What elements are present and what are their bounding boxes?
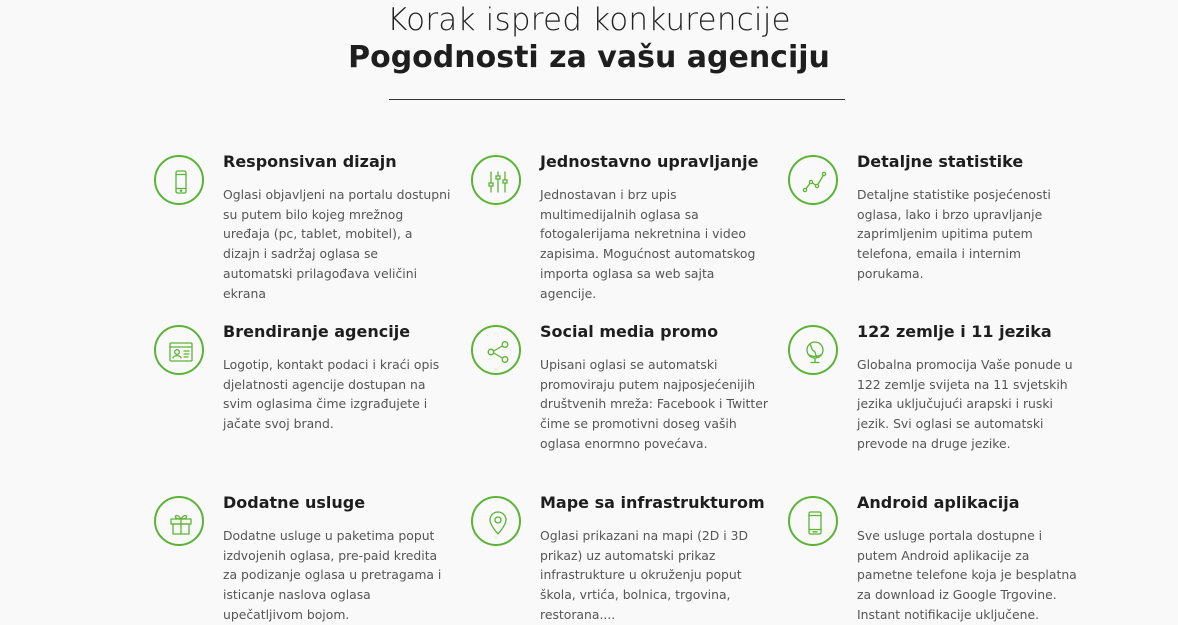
feature-description: Upisani oglasi se automatski promoviraju putem najposjećenijih društvenih mreža: Facebook i Twitter čime se promotivni doseg vaših oglasa enormno povećava.: [540, 357, 768, 451]
feature-description: Sve usluge portala dostupne i putem Android aplikacije za pametne telefone koja je besplatna za download iz Google Trgovine. Instant notifikacije uključene.: [857, 528, 1077, 622]
sliders-icon: [471, 155, 521, 205]
header-divider: [389, 99, 845, 100]
feature-title: Social media promo: [540, 322, 719, 341]
feature-description: Dodatne usluge u paketima poput izdvojenih oglasa, pre-paid kredita za podizanje oglasa u pretragama i isticanje naslova oglasa upečatljivom bojom.: [223, 528, 442, 622]
android-phone-icon: [788, 496, 838, 546]
section-title: Pogodnosti za vašu agenciju: [348, 40, 830, 75]
line-chart-icon: [788, 155, 838, 205]
section-subtitle: Korak ispred konkurencije: [387, 2, 791, 38]
feature-description: Oglasi objavljeni na portalu dostupni su putem bilo kojeg mrežnog uređaja (pc, tablet, mobitel), a dizajn i sadržaj oglasa se automatski prilagođava veličini ekrana: [223, 187, 451, 301]
globe-icon: [788, 325, 838, 375]
map-pin-icon: [471, 496, 521, 546]
feature-title: Dodatne usluge: [223, 493, 366, 512]
gift-icon: [154, 496, 204, 546]
feature-title: Android aplikacija: [857, 493, 1020, 512]
feature-description: Detaljne statistike posjećenosti oglasa, lako i brzo upravljanje zaprimljenim upitima putem telefona, emaila i internim porukama.: [857, 187, 1051, 281]
tablet-icon: [154, 155, 204, 205]
feature-description: Logotip, kontakt podaci i kraći opis djelatnosti agencije dostupan na svim oglasima čime izgrađujete i jačate svoj brand.: [223, 357, 440, 432]
feature-title: Brendiranje agencije: [223, 322, 411, 341]
feature-title: Jednostavno upravljanje: [540, 152, 759, 171]
feature-description: Globalna promocija Vaše ponude u 122 zemlje svijeta na 11 svjetskih jezika uključujući arapski i ruski jezik. Svi oglasi se automatski prevode na druge jezike.: [857, 357, 1073, 451]
feature-title: Responsivan dizajn: [223, 152, 397, 171]
feature-title: 122 zemlje i 11 jezika: [857, 322, 1052, 341]
share-icon: [471, 325, 521, 375]
id-card-icon: [154, 325, 204, 375]
feature-description: Jednostavan i brz upis multimedijalnih oglasa sa fotogalerijama nekretnina i video zapisima. Mogućnost automatskog importa oglasa sa web sajta agencije.: [540, 187, 756, 301]
feature-description: Oglasi prikazani na mapi (2D i 3D prikaz) uz automatski prikaz infrastrukture u okruženju poput škola, vrtića, bolnica, trgovina, restorana....: [540, 528, 749, 622]
feature-title: Mape sa infrastrukturom: [540, 493, 765, 512]
feature-title: Detaljne statistike: [857, 152, 1024, 171]
